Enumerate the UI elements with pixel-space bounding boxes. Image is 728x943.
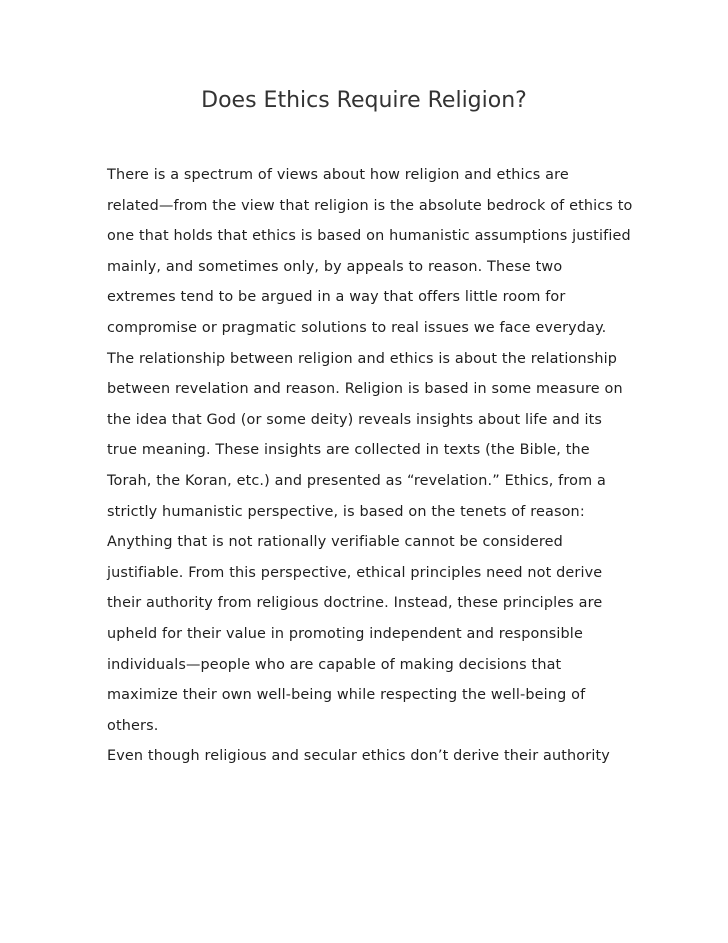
- text-line-3: one that holds that ethics is based on humanistic assumptions justified: [107, 228, 631, 245]
- text-line-10: true meaning. These insights are collected in texts (the Bible, the: [107, 442, 590, 459]
- text-line-19: others.: [107, 717, 159, 734]
- text-line-16: upheld for their value in promoting independent and responsible: [107, 625, 583, 642]
- text-line-4: mainly, and sometimes only, by appeals to reason. These two: [107, 258, 563, 275]
- document-body: [107, 160, 633, 772]
- text-line-8: between revelation and reason. Religion is based in some measure on: [107, 381, 623, 398]
- text-line-12: strictly humanistic perspective, is based on the tenets of reason:: [107, 503, 585, 520]
- text-line-11: Torah, the Koran, etc.) and presented as “revelation.” Ethics, from a: [107, 472, 606, 489]
- text-line-1: There is a spectrum of views about how religion and ethics are: [107, 167, 569, 183]
- text-line-15: their authority from religious doctrine. Instead, these principles are: [107, 595, 603, 612]
- text-line-5: extremes tend to be argued in a way that offers little room for: [107, 289, 566, 306]
- document-title: Does Ethics Require Religion?: [201, 88, 527, 113]
- text-line-2: related—from the view that religion is the absolute bedrock of ethics to: [107, 197, 633, 214]
- text-line-18: maximize their own well-being while respecting the well-being of: [107, 687, 586, 704]
- text-line-20: Even though religious and secular ethics don’t derive their authority: [107, 748, 610, 765]
- text-line-14: justifiable. From this perspective, ethical principles need not derive: [107, 564, 603, 581]
- text-line-7: The relationship between religion and ethics is about the relationship: [107, 350, 618, 367]
- text-line-9: the idea that God (or some deity) reveals insights about life and its: [107, 411, 603, 428]
- text-line-13: Anything that is not rationally verifiable cannot be considered: [107, 534, 563, 551]
- text-line-6: compromise or pragmatic solutions to real issues we face everyday.: [107, 319, 607, 336]
- text-line-17: individuals—people who are capable of making decisions that: [107, 656, 562, 673]
